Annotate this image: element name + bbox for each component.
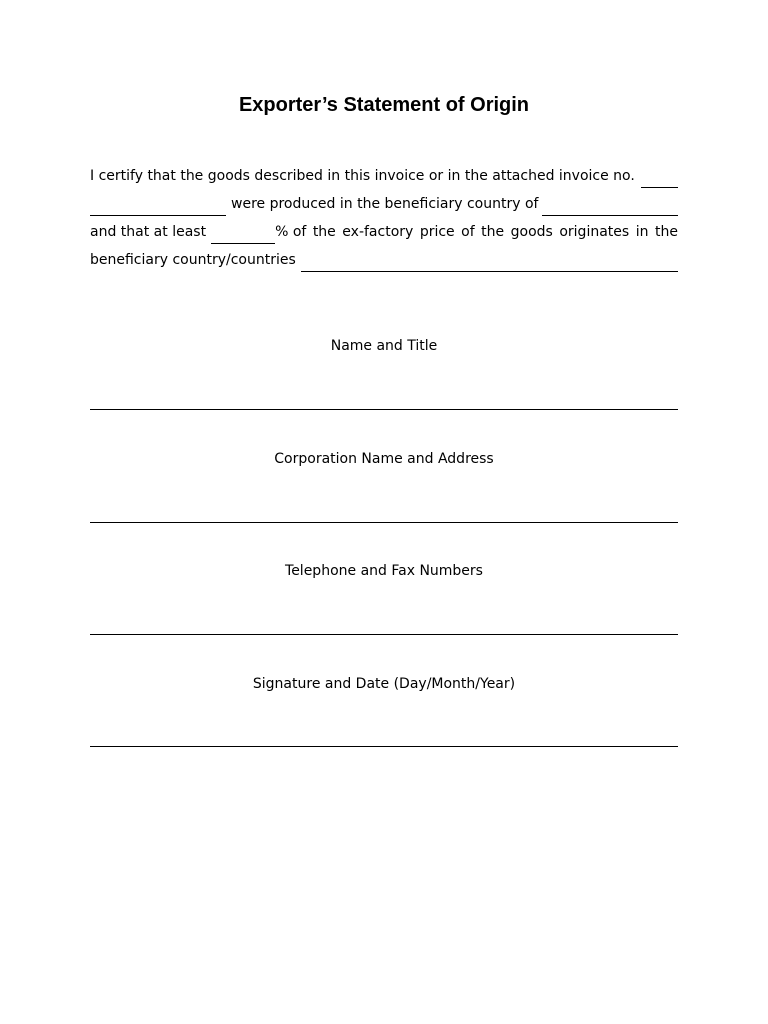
document-title: Exporter’s Statement of Origin — [238, 94, 530, 116]
percentage-blank[interactable] — [211, 223, 275, 244]
statement-line-3 — [90, 222, 678, 244]
phone-fax-line[interactable] — [90, 634, 678, 635]
statement-line-2 — [90, 194, 678, 216]
statement-word: originates — [559, 224, 630, 240]
statement-text-invoice: I certify that the goods described in this invoice or in the attached invoice no. — [90, 168, 635, 184]
statement-word: the — [654, 224, 678, 240]
statement-line-4 — [90, 250, 678, 272]
name-title-label: Name and Title — [330, 338, 438, 354]
invoice-number-blank-continued[interactable] — [90, 195, 226, 216]
phone-fax-label: Telephone and Fax Numbers — [285, 563, 483, 579]
statement-line-1 — [90, 166, 678, 188]
name-title-line[interactable] — [90, 409, 678, 410]
corporation-line[interactable] — [90, 522, 678, 523]
statement-word: of — [461, 224, 475, 240]
statement-word: the — [312, 224, 336, 240]
statement-word: the — [481, 224, 505, 240]
corporation-label: Corporation Name and Address — [274, 451, 494, 467]
statement-text-at-least: and that at least — [90, 224, 207, 240]
signature-date-label: Signature and Date (Day/Month/Year) — [252, 676, 516, 692]
statement-word: goods — [510, 224, 553, 240]
invoice-number-blank[interactable] — [641, 167, 678, 188]
percentage-group — [90, 222, 306, 244]
statement-text-countries: beneficiary country/countries — [90, 252, 296, 268]
beneficiary-country-blank[interactable] — [542, 195, 678, 216]
statement-word: in — [635, 224, 649, 240]
statement-word: price — [419, 224, 455, 240]
signature-date-line[interactable] — [90, 746, 678, 747]
beneficiary-countries-blank[interactable] — [301, 251, 678, 272]
statement-word: ex-factory — [342, 224, 414, 240]
statement-word: % of — [275, 224, 307, 240]
statement-text-beneficiary-country: were produced in the beneficiary country of — [231, 196, 539, 212]
